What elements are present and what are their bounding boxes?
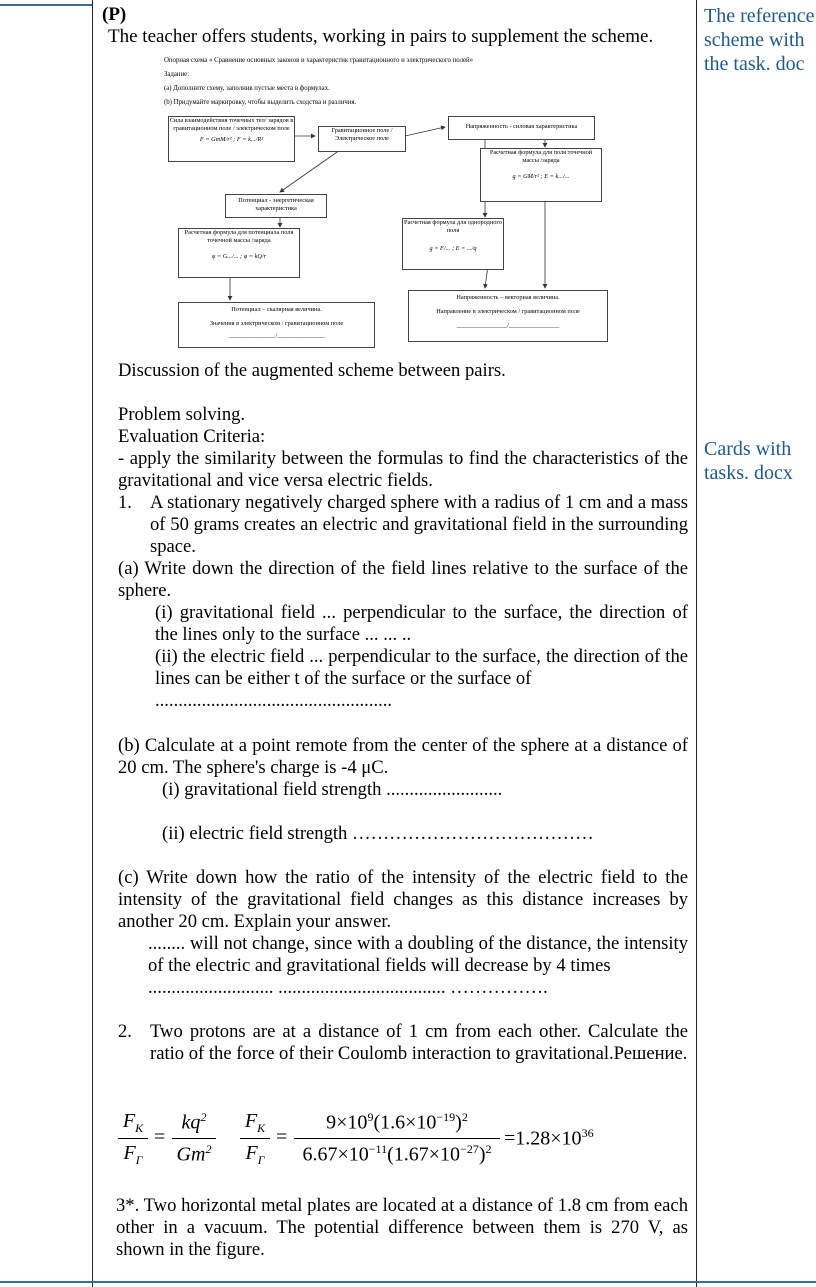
box-calc-uniform-formula: g = F/... ; E = .../q [429,245,477,252]
p2-number: 2. [118,1021,132,1042]
p1-c-dots: ........................... .................................... ……………. [148,977,548,998]
box-calc-potential-formula: φ = G.../... ; φ = kQ/r [211,253,267,260]
box-calc-point-formula: g = GM/r² ; E = k.../... [512,173,570,180]
problem-solving: Problem solving. [118,404,246,425]
evaluation-criteria: Evaluation Criteria: [118,426,266,447]
p1-c: (c) Write down how the ratio of the intensity of the electric field to the intensity of the gravitational field changes as this distance increases by another 20 cm. Explain your answer. [118,867,688,932]
table-bottom-rule [0,1281,816,1283]
scheme-title: Опорная схема « Сравнение основных законов и характеристик гравитационного и электрического полей» [164,57,474,64]
p2-result-exp: 36 [581,1126,594,1140]
p2-result: =1.28×10 [504,1127,582,1150]
scheme-task-a: (a) Дополните схему, заполнив пустые места в формулах. [164,85,330,92]
scheme-task-label: Задание: [164,71,190,78]
box-potential-energy: Потенциал - энергетическая характеристика [225,194,327,218]
intro-text: The teacher offers students, working in pairs to supplement the scheme. [108,26,654,47]
criteria: - apply the similarity between the formulas to find the characteristics of the gravitational and vice versa electric fields. [118,448,688,491]
table-border-left [92,0,93,1287]
p1-text: A stationary negatively charged sphere with a radius of 1 cm and a mass of 50 grams creates an electric and gravitational field in the surrounding space. [150,492,688,557]
p1-c-answer: ........ will not change, since with a doubling of the distance, the intensity of the electric and gravitational fields will decrease by 4 times [148,933,688,976]
p1-b: (b) Calculate at a point remote from the center of the sphere at a distance of 20 cm. The sphere's charge is -4 μC. [118,735,688,778]
box-potential-scalar: Потенциал – скалярная величина. Значения в электрическом / гравитационном поле _______________/_______________ [178,302,375,348]
p1-number: 1. [118,492,132,513]
p1-a-ii-dots: ................................................... [155,690,393,711]
p1-b-i: (i) gravitational field strength ......................... [162,779,503,800]
box-intensity-vector: Напряженность – векторная величина. Направление в электрическом / гравитационном поле ________________/________________ [408,290,608,342]
box-calc-potential: Расчетная формула для потенциала поля точечной массы /заряда φ = G.../... ; φ = kQ/r [178,228,300,278]
table-border-right [696,0,697,1287]
box-interaction: Сила взаимодействия точечных тел/ зарядов в гравитационном поле / электрическом поле F = GmM/r² ; F = k.../R² [168,116,295,162]
p1-a-i: (i) gravitational field ... perpendicular to the surface, the direction of the lines only to the surface ... ... .. [155,602,688,645]
section-label: (P) [102,4,127,25]
p1-a-ii: (ii) the electric field ... perpendicular to the surface, the direction of the lines can be either t of the surface or the surface of [155,646,688,689]
box-interaction-formula: F = GmM/r² ; F = k.../R² [199,136,264,143]
right-note-reference: The reference scheme with the task. doc [704,5,815,75]
discussion: Discussion of the augmented scheme between pairs. [118,360,506,381]
box-calc-uniform: Расчетная формула для однородного поля g = F/... ; E = .../q [402,218,504,270]
left-cell-rule [0,4,92,6]
box-intensity: Напряженность - силовая характеристика [448,116,595,140]
reference-scheme [140,52,620,352]
p3-text: 3*. Two horizontal metal plates are located at a distance of 1.8 cm from each other in a vacuum. The potential difference between them is 270 V, as shown in the figure. [116,1195,688,1260]
scheme-task-b: (b) Придумайте маркировку, чтобы выделить сходства и различия. [164,99,357,106]
box-calc-point: Расчетная формула для поля точечной массы /заряда g = GM/r² ; E = k.../... [480,148,602,202]
right-note-cards: Cards with tasks. docx [704,438,793,484]
p1-b-ii: (ii) electric field strength ………………………………… [162,823,594,844]
p1-a: (a) Write down the direction of the field lines relative to the surface of the sphere. [118,558,688,601]
p2-formula: $F_K$ $F_Г$ = $kq^2$ Gm$^2$ $F_K$ $F_Г$ = $9\times 10^9(1.6\times 10^{-19})^2$ $6.67\times 10^{-11}(1.67\times 10^{-27})^2$ $=1.28\times 10^{36}$ [118,1110,698,1174]
box-field: Гравитационное поле / Электрическое поле [318,126,406,152]
p2-text: Two protons are at a distance of 1 cm from each other. Calculate the ratio of the force of their Coulomb interaction to gravitational.Решение. [150,1021,688,1064]
